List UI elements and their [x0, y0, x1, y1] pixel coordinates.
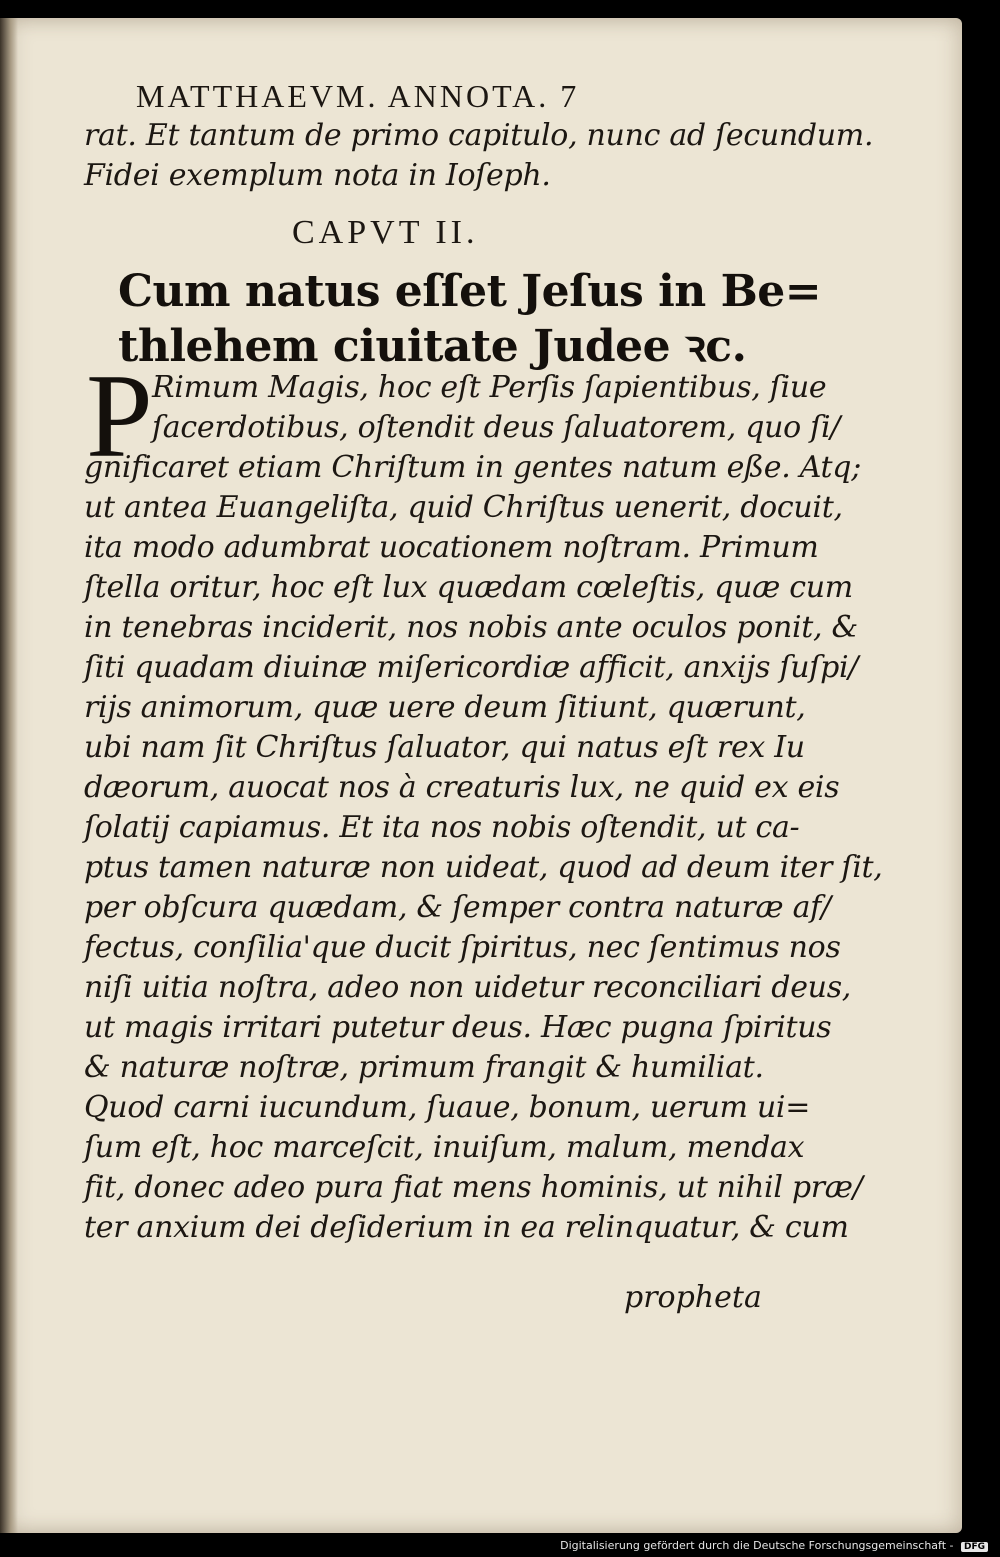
text-line: rijs animorum, quæ uere deum ſitiunt, quærunt,: [84, 690, 806, 725]
text-line: per obſcura quædam, & ſemper contra naturæ af/: [84, 890, 831, 925]
credit-text: Digitalisierung gefördert durch die Deutsche Forschungsgemeinschaft -: [560, 1539, 954, 1552]
chapter-heading: CAPVT II.: [292, 214, 479, 251]
text-line: Quod carni iucundum, ſuaue, bonum, uerum ui=: [84, 1090, 811, 1125]
text-line: niſi uitia noſtra, adeo non uidetur reconciliari deus,: [84, 970, 852, 1005]
text-line: dæorum, auocat nos à creaturis lux, ne quid ex eis: [84, 770, 840, 805]
text-line: rat. Et tantum de primo capitulo, nunc ad ſecundum.: [84, 118, 874, 153]
text-line: ſtella oritur, hoc eſt lux quædam cœleſtis, quæ cum: [84, 570, 853, 605]
text-line: ut antea Euangeliſta, quid Chriſtus uenerit, docuit,: [84, 490, 843, 525]
text-line: fit, donec adeo pura fiat mens hominis, ut nihil præ/: [84, 1170, 863, 1205]
text-line: Fidei exemplum nota in Ioſeph.: [84, 158, 551, 193]
text-line: ptus tamen naturæ non uideat, quod ad deum iter ſit,: [84, 850, 883, 885]
blackletter-heading-line: Cum natus eſſet Jeſus in Be=: [118, 266, 822, 317]
text-line: ſum eſt, hoc marceſcit, inuiſum, malum, mendax: [84, 1130, 805, 1165]
text-line: ut magis irritari putetur deus. Hæc pugna ſpiritus: [84, 1010, 832, 1045]
text-line: in tenebras inciderit, nos nobis ante oculos ponit, &: [84, 610, 858, 645]
dfg-logo-icon: DFG: [961, 1542, 988, 1552]
text-line: gnificaret etiam Chriſtum in gentes natum eße. Atq;: [84, 450, 862, 485]
running-head: MATTHAEVM. ANNOTA. 7: [136, 78, 580, 114]
digitization-credit: [560, 1539, 988, 1552]
text-line: ſacerdotibus, oſtendit deus ſaluatorem, quo ſi/: [152, 410, 841, 445]
text-line: Rimum Magis, hoc eſt Perſis ſapientibus, ſiue: [152, 370, 827, 405]
drop-cap: P: [86, 349, 153, 482]
text-line: ter anxium dei deſiderium in ea relinquatur, & cum: [84, 1210, 849, 1245]
text-line: ſolatij capiamus. Et ita nos nobis oſtendit, ut ca-: [84, 810, 800, 845]
text-line: ſiti quadam diuinæ miſericordiæ afficit, anxijs ſuſpi/: [84, 650, 859, 685]
book-page: [0, 18, 962, 1533]
text-line: fectus, conſilia'que ducit ſpiritus, nec ſentimus nos: [84, 930, 841, 965]
catchword: propheta: [624, 1280, 762, 1315]
text-line: & naturæ noſtræ, primum frangit & humiliat.: [84, 1050, 764, 1085]
text-line: ita modo adumbrat uocationem noſtram. Primum: [84, 530, 819, 565]
blackletter-heading-line: thlehem ciuitate Judee ꝛc.: [118, 321, 747, 372]
text-line: ubi nam ſit Chriſtus ſaluator, qui natus eſt rex Iu: [84, 730, 805, 765]
